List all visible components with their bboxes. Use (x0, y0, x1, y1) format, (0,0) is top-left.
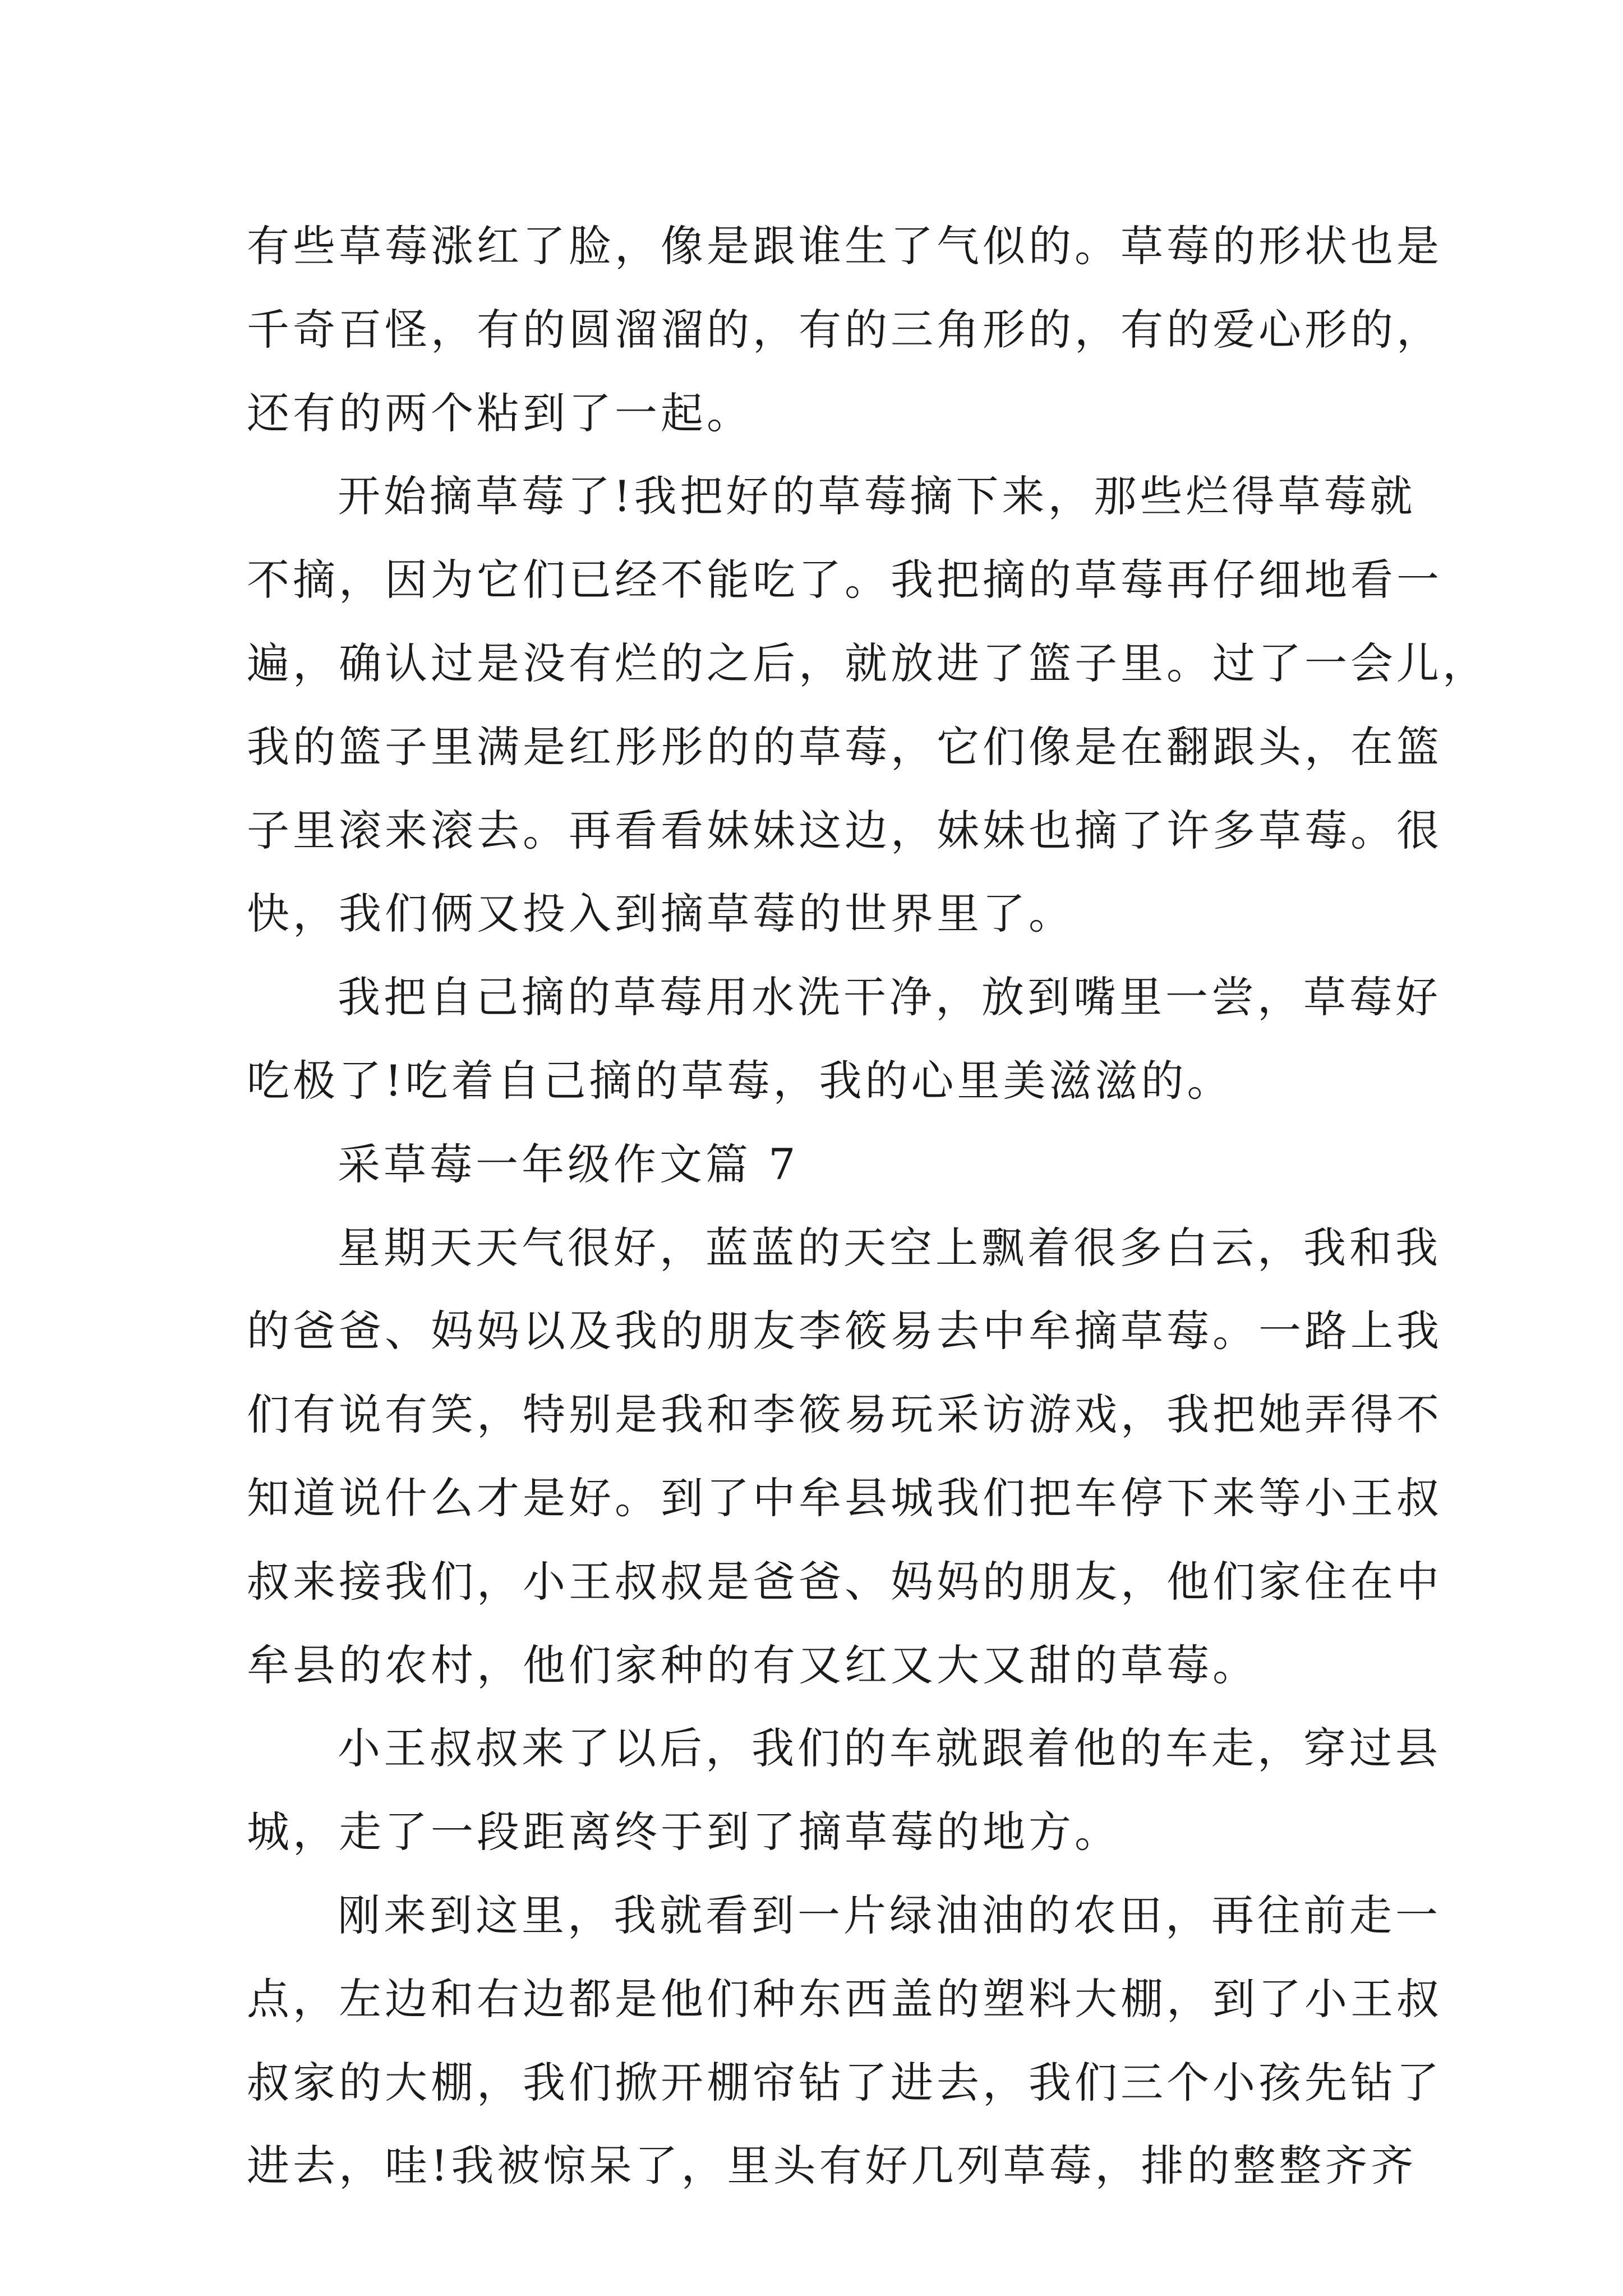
text-line: 开始摘草莓了!我把好的草莓摘下来，那些烂得草莓就 (338, 471, 1416, 522)
text-line: 的爸爸、妈妈以及我的朋友李筱易去中牟摘草莓。一路上我 (247, 1306, 1442, 1356)
text-line: 们有说有笑，特别是我和李筱易玩采访游戏，我把她弄得不 (247, 1389, 1442, 1440)
text-line: 小王叔叔来了以后，我们的车就跟着他的车走，穿过县 (338, 1723, 1441, 1774)
text-line: 牟县的农村，他们家种的有又红又大又甜的草莓。 (247, 1640, 1258, 1690)
text-line: 还有的两个粘到了一起。 (247, 388, 753, 438)
text-line: 知道说什么才是好。到了中牟县城我们把车停下来等小王叔 (247, 1473, 1442, 1523)
text-line: 点，左边和右边都是他们种东西盖的塑料大棚，到了小王叔 (247, 1973, 1442, 2024)
text-line: 叔来接我们，小王叔叔是爸爸、妈妈的朋友，他们家住在中 (247, 1556, 1442, 1607)
text-line: 遍，确认过是没有烂的之后，就放进了篮子里。过了一会儿， (247, 638, 1488, 688)
text-line: 叔家的大棚，我们掀开棚帘钻了进去，我们三个小孩先钻了 (247, 2057, 1442, 2108)
text-line: 刚来到这里，我就看到一片绿油油的农田，再往前走一 (338, 1890, 1441, 1940)
text-line: 城，走了一段距离终于到了摘草莓的地方。 (247, 1807, 1121, 1857)
text-line: 采草莓一年级作文篇 7 (338, 1139, 799, 1189)
text-line: 有些草莓涨红了脸，像是跟谁生了气似的。草莓的形状也是 (247, 221, 1442, 271)
text-line: 子里滚来滚去。再看看妹妹这边，妹妹也摘了许多草莓。很 (247, 805, 1442, 855)
text-line: 星期天天气很好，蓝蓝的天空上飘着很多白云，我和我 (338, 1222, 1441, 1273)
text-line: 我把自己摘的草莓用水洗干净，放到嘴里一尝，草莓好 (338, 972, 1441, 1023)
essay-text (247, 205, 1488, 2208)
text-line: 吃极了!吃着自己摘的草莓，我的心里美滋滋的。 (247, 1055, 1233, 1106)
text-line: 进去，哇!我被惊呆了，里头有好几列草莓，排的整整齐齐 (247, 2141, 1417, 2191)
text-line: 千奇百怪，有的圆溜溜的，有的三角形的，有的爱心形的， (247, 304, 1442, 355)
text-line: 快，我们俩又投入到摘草莓的世界里了。 (247, 889, 1075, 939)
text-line: 我的篮子里满是红彤彤的的草莓，它们像是在翻跟头，在篮 (247, 721, 1442, 772)
text-line: 不摘，因为它们已经不能吃了。我把摘的草莓再仔细地看一 (247, 555, 1442, 605)
